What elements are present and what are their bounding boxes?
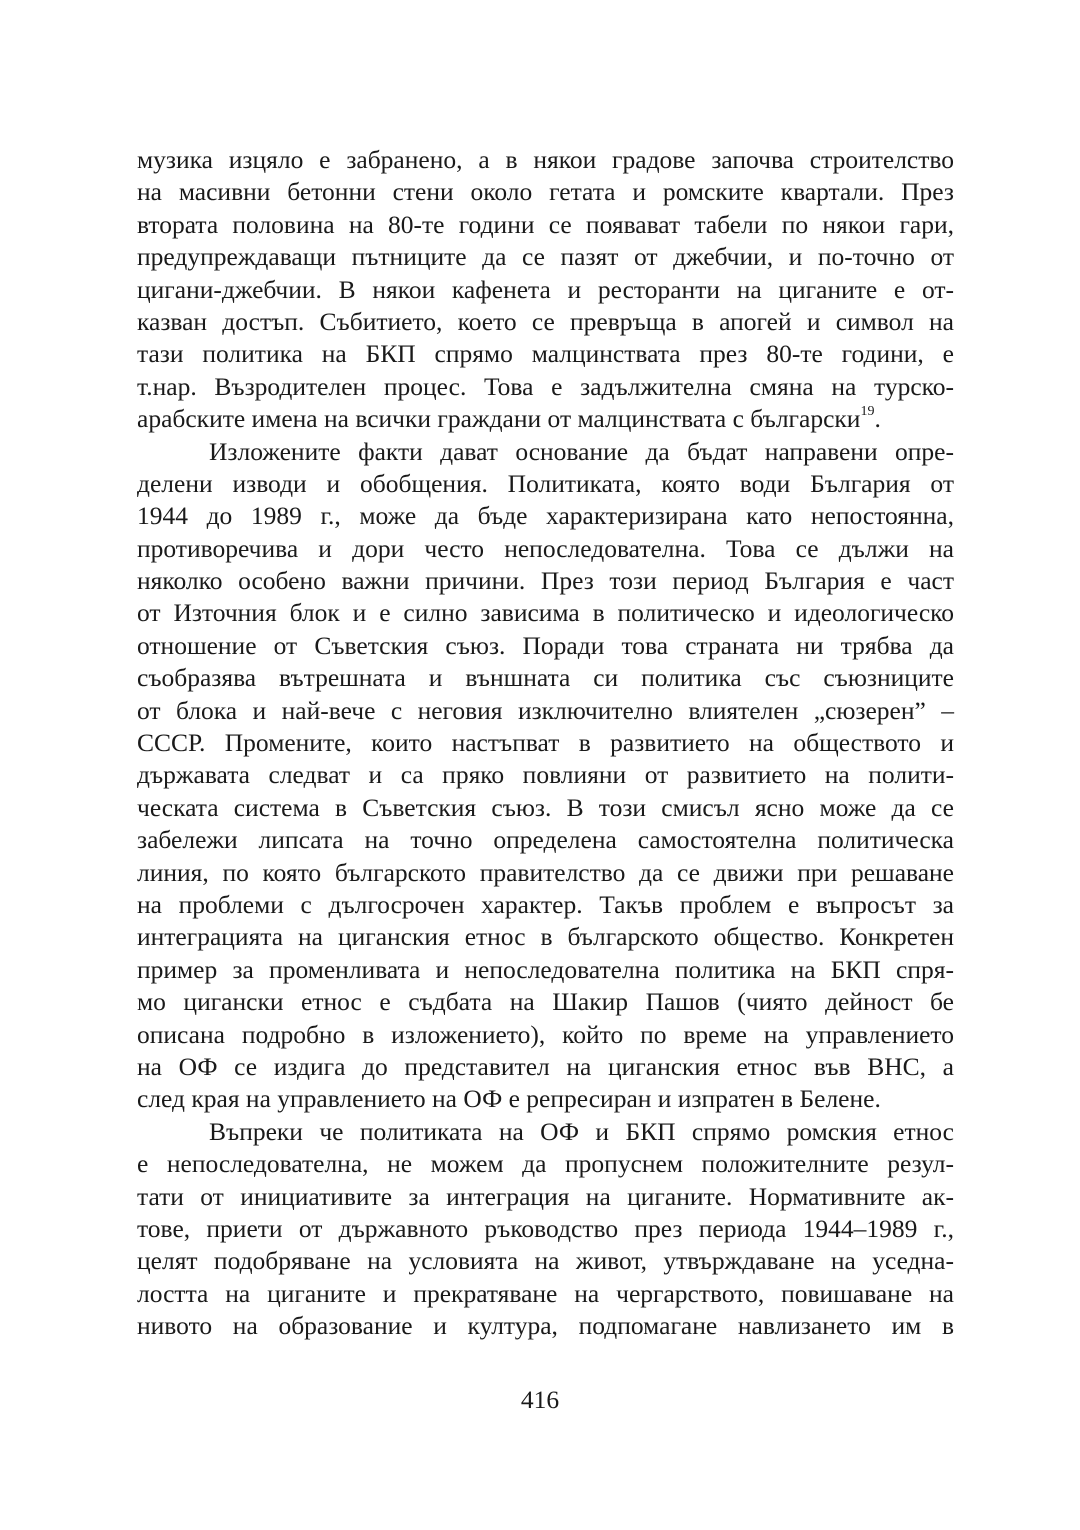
text-line: от Източния блок и е силно зависима в политическо и идеологическо xyxy=(137,598,954,628)
text-line: интеграцията на циганския етнос в българското общество. Конкретен xyxy=(137,922,954,952)
text-line: от блока и най-вече с неговия изключително влиятелен „сюзерен” – xyxy=(137,695,954,725)
text-line: мо цигански етнос е съдбата на Шакир Пашов (чиято дейност бе xyxy=(137,987,954,1017)
text-line: на проблеми с дългосрочен характер. Такъв проблем е въпросът за xyxy=(137,889,954,919)
text-line: отношение от Съветския съюз. Поради това страната ни трябва да xyxy=(137,630,954,660)
text-line: забележи липсата на точно определена самостоятелна политическа xyxy=(137,825,954,855)
body-text xyxy=(137,144,954,1342)
text-line: казван достъп. Събитието, което се превръща в апогей и символ на xyxy=(137,306,954,336)
line-punctuation: . xyxy=(874,404,881,434)
text-line: няколко особено важни причини. През този период България е част xyxy=(137,566,954,596)
text-line: 1944 до 1989 г., може да бъде характеризирана като непостоянна, xyxy=(137,501,954,531)
text-line: пример за променливата и непоследователна политика на БКП спря- xyxy=(137,954,954,984)
text-line: т.нар. Възродителен процес. Това е задължителна смяна на турско- xyxy=(137,371,954,401)
text-line: предупреждаващи пътниците да се пазят от джебчии, и по-точно от xyxy=(137,242,954,272)
text-line: лостта на циганите и прекратяване на чергарството, повишаване на xyxy=(137,1278,954,1308)
page-number: 416 xyxy=(520,1385,560,1414)
text-line: Въпреки че политиката на ОФ и БКП спрямо ромския етнос xyxy=(209,1116,954,1146)
text-line: противоречива и дори често непоследователна. Това се дължи на xyxy=(137,533,954,563)
text-line: тази политика на БКП спрямо малцинствата през 80-те години, е xyxy=(137,339,954,369)
text-line: на масивни бетонни стени около гетата и ромските квартали. През xyxy=(137,177,954,207)
text-line: нивото на образование и култура, подпомагане навлизането им в xyxy=(137,1311,954,1341)
text-line: след края на управлението на ОФ е репресиран и изпратен в Белене. xyxy=(137,1084,881,1114)
text-line: описана подробно в изложението), който по време на управлението xyxy=(137,1019,954,1049)
text-line: втората половина на 80-те години се появават табели по някои гари, xyxy=(137,209,954,239)
text-line: музика изцяло е забранено, а в някои градове започва строителство xyxy=(137,145,954,174)
text-line: на ОФ се издига до представител на циганския етнос във ВНС, а xyxy=(137,1051,954,1081)
text-line: цигани-джебчии. В някои кафенета и ресторанти на циганите е от- xyxy=(137,274,954,304)
text-line: целят подобряване на условията на живот, утвърждаване на уседна- xyxy=(137,1246,954,1276)
text-line-with-footnote xyxy=(137,403,954,435)
text-line: тове, приети от държавното ръководство през периода 1944–1989 г., xyxy=(137,1213,954,1243)
text-line: ческата система в Съветския съюз. В този смисъл ясно може да се xyxy=(137,792,954,822)
text-line: е непоследователна, не можем да пропуснем положителните резул- xyxy=(137,1149,954,1179)
text-line: СССР. Промените, които настъпват в развитието на обществото и xyxy=(137,728,954,758)
paragraph-3 xyxy=(137,1116,954,1343)
text-line: Изложените факти дават основание да бъдат направени опре- xyxy=(209,436,954,466)
text-line: линия, по която българското правителство да се движи при решаване xyxy=(137,857,954,887)
paragraph-1 xyxy=(137,144,954,436)
paragraph-2 xyxy=(137,436,954,1116)
text-line: делени изводи и обобщения. Политиката, която води България от xyxy=(137,468,954,498)
footnote-reference: 19 xyxy=(860,404,875,420)
line-text: арабските имена на всички граждани от малцинствата с български xyxy=(137,404,861,434)
text-line: тати от инициативите за интеграция на циганите. Нормативните ак- xyxy=(137,1181,954,1211)
text-line: съобразява вътрешната и външната си политика със съюзниците xyxy=(137,663,954,693)
text-line: държавата следват и са пряко повлияни от развитието на полити- xyxy=(137,760,954,790)
